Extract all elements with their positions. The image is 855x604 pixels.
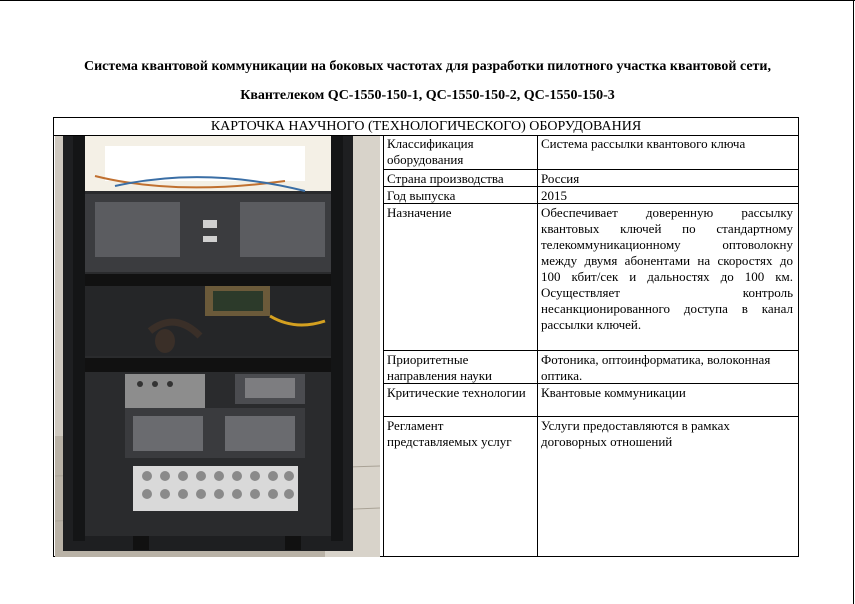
table-row xyxy=(384,351,798,384)
row-label: Год выпуска xyxy=(387,188,456,203)
row-value: Фотоника, оптоинформатика, волоконная оптика. xyxy=(541,352,771,383)
table-row xyxy=(384,187,798,204)
row-value: Квантовые коммуникации xyxy=(541,385,686,400)
row-value: Россия xyxy=(541,171,580,186)
row-label: Классификация оборудования xyxy=(387,136,474,167)
row-value: Система рассылки квантового ключа xyxy=(541,136,746,151)
document-title-line2: Квантелеком QC-1550-150-1, QC-1550-150-2, QC-1550-150-3 xyxy=(240,88,615,103)
table-row xyxy=(384,170,798,187)
equipment-photo xyxy=(55,136,380,557)
table-row xyxy=(384,417,798,557)
document-title-line1: Система квантовой коммуникации на боковых частотах для разработки пилотного участка квантовой сети, xyxy=(84,59,771,74)
row-label: Регламент представляемых услуг xyxy=(387,418,512,449)
table-row xyxy=(384,204,798,351)
row-label: Страна производства xyxy=(387,171,504,186)
card-header: КАРТОЧКА НАУЧНОГО (ТЕХНОЛОГИЧЕСКОГО) ОБОРУДОВАНИЯ xyxy=(54,118,798,136)
row-value: Услуги предоставляются в рамках договорных отношений xyxy=(541,418,730,449)
row-value: 2015 xyxy=(541,188,567,203)
table-row xyxy=(384,384,798,417)
equipment-card xyxy=(53,117,799,557)
row-label: Назначение xyxy=(387,205,452,220)
page-border-top xyxy=(0,0,855,1)
table-row xyxy=(384,135,798,170)
row-value: Обеспечивает доверенную рассылку квантовых ключей по стандартному телекоммуникационному оптоволокну между двумя абонентами на скоростях до 100 кбит/сек и дальностях до 100 км. Осуществляет контроль несанкционированного доступа в канал рассылки ключей. xyxy=(541,205,793,332)
row-label: Приоритетные направления науки xyxy=(387,352,492,383)
row-label: Критические технологии xyxy=(387,385,526,400)
